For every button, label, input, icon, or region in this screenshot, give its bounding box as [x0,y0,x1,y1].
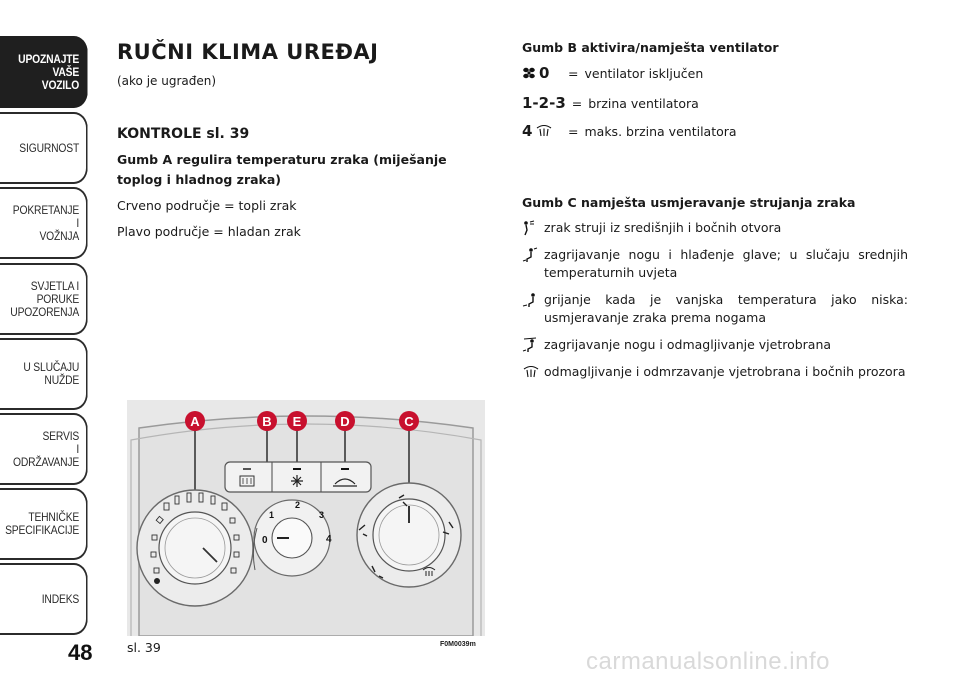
airflow-mode-face [522,219,908,237]
tab-servis-i-odrzavanje[interactable] [0,413,88,485]
tab-u-slucaju-nuzde[interactable] [0,338,88,410]
fan-key-0: 0 [539,64,550,82]
fan-heading: Gumb B aktivira/namješta ventilator [522,40,779,55]
equals-sign: = [568,123,579,139]
fan-row-speeds [522,95,908,111]
feet-icon [522,292,538,308]
airflow-mode-feet-windscreen [522,336,908,354]
svg-text:D: D [340,414,350,429]
blue-zone-text: Plavo područje = hladan zrak [117,224,301,239]
page-number: 48 [68,640,93,665]
figure-caption: sl. 39 [127,640,161,655]
equals-sign: = [571,95,583,111]
tab-label: SIGURNOST [19,140,80,155]
svg-text:2: 2 [295,500,301,510]
feet-windscreen-icon [522,337,538,353]
tab-indeks[interactable] [0,563,88,635]
callout-a [185,411,205,431]
svg-text:B: B [262,414,272,429]
tab-label: INDEKS [41,591,80,606]
feet-face-icon [522,247,538,263]
svg-text:A: A [190,414,200,429]
callout-c [399,411,419,431]
fan-off-text: ventilator isključen [584,65,704,81]
callout-d [335,411,355,431]
airflow-mode-windscreen [522,363,908,381]
airflow-heading: Gumb C namješta usmjeravanje strujanja zraka [522,195,856,210]
tab-label: SVJETLA I PORUKE UPOZORENJA [10,278,80,319]
fan-icon [522,66,536,80]
tab-label: UPOZNAJTE VAŠE VOZILO [18,51,80,92]
tab-svjetla-i-poruke[interactable] [0,263,88,335]
mode-text: zagrijavanje nogu i hlađenje glave; u slučaju srednjih temperaturnih uvjeta [544,247,908,280]
intro-section [117,40,489,242]
face-vent-icon [522,220,536,236]
svg-text:E: E [292,414,302,429]
svg-text:0: 0 [262,535,268,546]
tab-upoznajte-vase-vozilo[interactable] [0,36,88,108]
tab-label: U SLUČAJU NUŽDE [23,360,80,387]
watermark: carmanualsonline.info [586,648,830,675]
knob-a-description: Gumb A regulira temperaturu zraka (miješanje toplog i hladnog zraka) [117,152,447,187]
callout-e [287,411,307,431]
tab-tehnicke-specifikacije[interactable] [0,488,88,560]
fan-speed-text: brzina ventilatora [588,95,699,111]
tab-pokretanje-i-voznja[interactable] [0,187,88,259]
airflow-mode-feet [522,291,908,327]
windscreen-defrost-icon [522,365,540,379]
tab-label: SERVIS I ODRŽAVANJE [12,428,80,469]
fan-key-123: 1-2-3 [522,94,566,112]
knob-c-airflow [357,483,461,587]
equals-sign: = [568,65,579,81]
svg-text:1: 1 [269,510,275,520]
fan-row-max [522,123,908,139]
tab-label: TEHNIČKE SPECIFIKACIJE [5,510,80,537]
airflow-mode-feet-face [522,246,908,282]
subtitle: (ako je ugrađen) [117,74,217,88]
mode-text: zrak struji iz središnjih i bočnih otvora [544,220,782,235]
controls-heading: KONTROLE sl. 39 [117,126,250,142]
fan-key-4: 4 [522,122,533,140]
controls-section [522,40,908,381]
fan-row-off [522,65,908,81]
mode-text: odmagljivanje i odmrzavanje vjetrobrana i bočnih prozora [544,364,906,379]
svg-text:C: C [404,414,414,429]
page-title: RUČNI KLIMA UREĐAJ [117,40,379,64]
mode-text: grijanje kada je vanjska temperatura jako niska: usmjeravanje zraka prema nogama [544,292,908,325]
climate-panel-illustration [127,400,485,636]
red-zone-text: Crveno područje = topli zrak [117,198,297,213]
svg-text:4: 4 [326,534,332,545]
tab-label: POKRETANJE I VOŽNJA [12,202,80,243]
button-strip [225,462,371,492]
mode-text: zagrijavanje nogu i odmagljivanje vjetrobrana [544,337,832,352]
figure-code: F0M0039m [440,641,476,648]
callout-b [257,411,277,431]
svg-text:3: 3 [319,510,325,520]
climate-panel-figure [127,400,485,636]
knob-a-temperature [137,490,253,606]
fan-max-text: maks. brzina ventilatora [584,123,737,139]
defrost-icon [535,124,553,138]
tab-sigurnost[interactable] [0,112,88,184]
